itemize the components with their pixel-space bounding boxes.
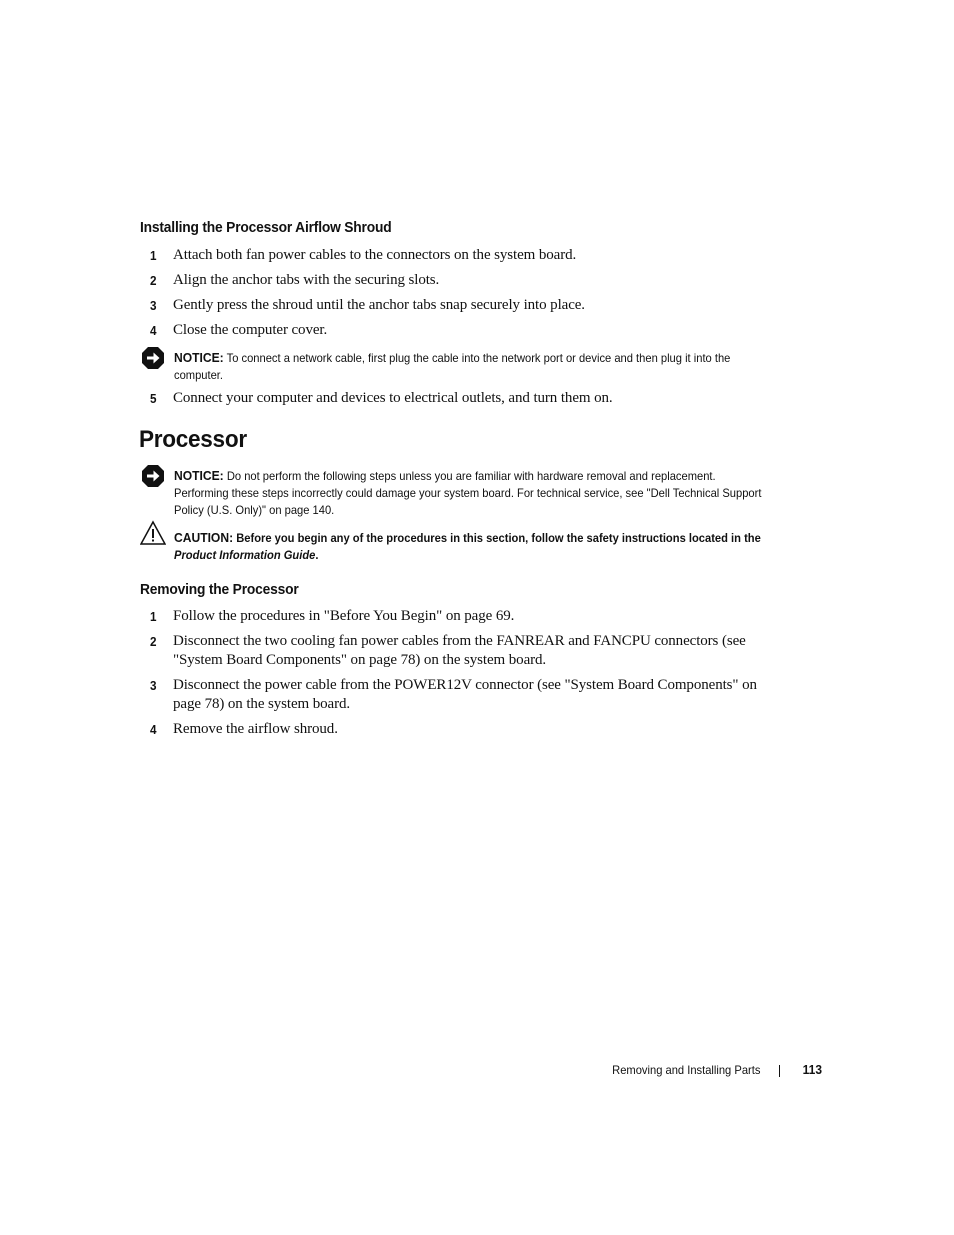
step-text: Follow the procedures in "Before You Begin" on page 69. xyxy=(173,608,515,624)
caution-label: CAUTION: xyxy=(174,530,234,545)
notice-label: NOTICE: xyxy=(174,468,224,483)
step-number: 2 xyxy=(150,273,157,288)
notice-message: To connect a network cable, first plug the cable into the network port or device and then plug it into the computer. xyxy=(174,351,731,382)
notice-text xyxy=(174,349,769,384)
step-number: 5 xyxy=(150,391,157,406)
page-footer xyxy=(560,1062,822,1082)
notice-text xyxy=(174,467,769,519)
footer-divider xyxy=(779,1065,780,1077)
guide-title: Product Information Guide xyxy=(174,548,316,562)
section-heading-removing-processor: Removing the Processor xyxy=(140,581,299,598)
step-text: Align the anchor tabs with the securing slots. xyxy=(173,272,440,288)
step-number: 1 xyxy=(150,248,157,263)
step-number: 4 xyxy=(150,722,157,737)
page-title: Processor xyxy=(139,426,247,453)
step-text: Close the computer cover. xyxy=(173,322,328,338)
notice-label: NOTICE: xyxy=(174,350,224,365)
footer-section-title: Removing and Installing Parts xyxy=(611,1063,760,1077)
step-number: 2 xyxy=(150,634,157,649)
caution-icon xyxy=(140,520,166,546)
notice-message: Do not perform the following steps unless you are familiar with hardware removal and replacement. Performing these steps incorrectly could damage your system board. For technical service, see "Dell Technical Support Policy (U.S. Only)" on page 140. xyxy=(174,469,762,517)
step-text: Connect your computer and devices to electrical outlets, and turn them on. xyxy=(173,390,613,406)
step-text: Disconnect the two cooling fan power cables from the FANREAR and FANCPU connectors (see "System Board Components" on page 78) on the system board. xyxy=(173,633,746,668)
notice-icon xyxy=(140,463,166,489)
step-number: 4 xyxy=(150,323,157,338)
section-heading-installing-shroud: Installing the Processor Airflow Shroud xyxy=(140,219,392,236)
caution-message-end: . xyxy=(315,548,319,562)
step-text: Attach both fan power cables to the connectors on the system board. xyxy=(173,247,577,263)
page-number: 113 xyxy=(802,1062,822,1077)
notice-icon xyxy=(140,345,166,371)
step-text: Gently press the shroud until the anchor tabs snap securely into place. xyxy=(173,297,585,313)
caution-message: Before you begin any of the procedures in this section, follow the safety instructions located in the xyxy=(236,531,761,545)
step-number: 3 xyxy=(150,678,157,693)
step-text: Remove the airflow shroud. xyxy=(173,721,338,737)
step-number: 1 xyxy=(150,609,157,624)
caution-text xyxy=(174,529,769,564)
step-text: Disconnect the power cable from the POWER12V connector (see "System Board Components" on page 78) on the system board. xyxy=(173,677,757,712)
step-number: 3 xyxy=(150,298,157,313)
